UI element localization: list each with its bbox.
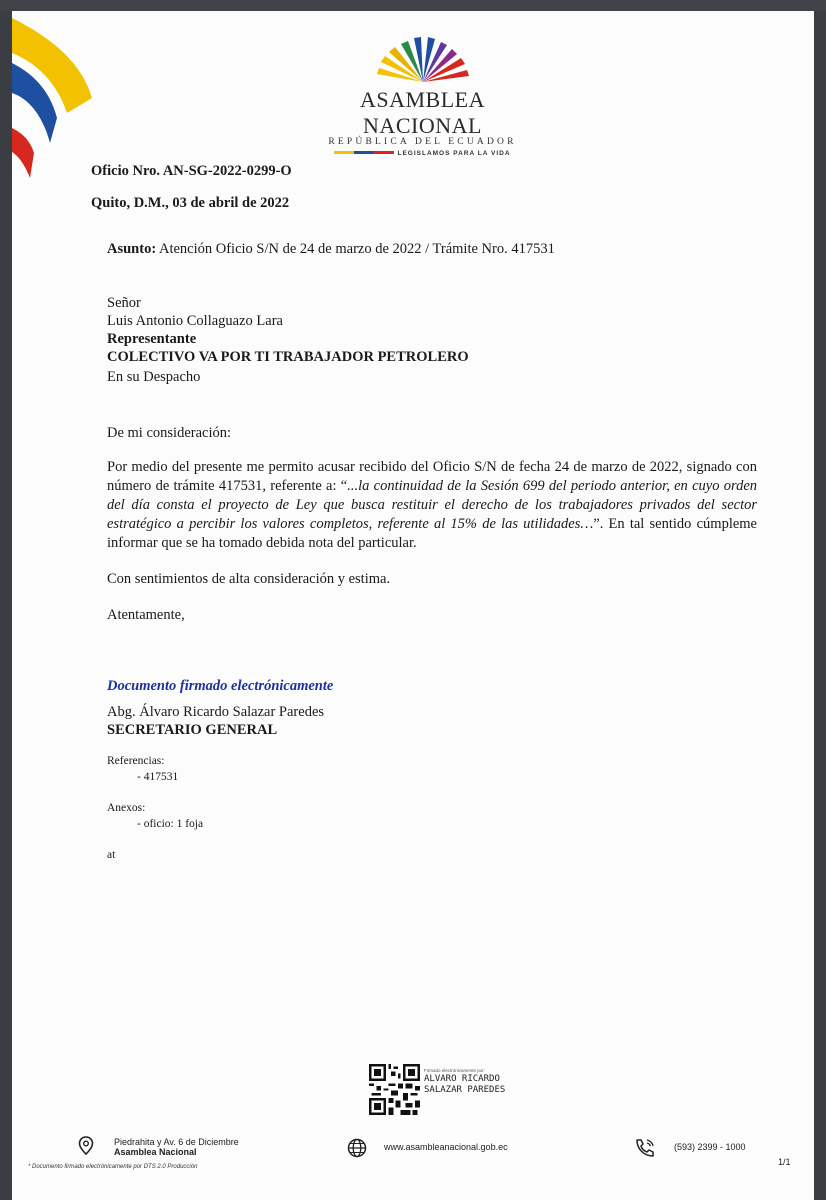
signer-stamp-line2: SALAZAR PAREDES — [424, 1085, 506, 1095]
closing-line: Con sentimientos de alta consideración y estima. — [107, 571, 391, 587]
assembly-logo — [320, 36, 525, 157]
signer-stamp — [424, 1068, 505, 1096]
viewer-left-edge — [0, 11, 12, 1200]
phone-icon — [634, 1138, 656, 1158]
flag-corner-decoration — [12, 18, 102, 188]
qr-code — [369, 1064, 420, 1115]
signer-stamp-caption: Firmado electrónicamente por: — [424, 1068, 486, 1073]
footer-address-line2: Asamblea Nacional — [114, 1147, 197, 1157]
page-number: 1/1 — [778, 1157, 791, 1167]
footer-address-line1: Piedrahita y Av. 6 de Diciembre — [114, 1137, 239, 1147]
references-value: - 417531 — [137, 771, 179, 783]
viewer-right-edge — [814, 11, 826, 1200]
subject-text: Atención Oficio S/N de 24 de marzo de 2022 / Trámite Nro. 417531 — [158, 241, 555, 257]
references-label: Referencias: — [107, 755, 165, 767]
body-paragraph — [107, 458, 757, 553]
logo-tagline: LEGISLAMOS PARA LA VIDA — [397, 150, 511, 157]
signer-stamp-line1: ALVARO RICARDO — [424, 1074, 500, 1084]
recipient-salutation: Señor — [107, 295, 141, 311]
body-close: ”. En tal sentido cúmpleme informar que se ha tomado debida nota del particular. — [107, 516, 757, 551]
footer-fine-print: * Documento firmado electrónicamente por DTS 2.0 Producción — [28, 1164, 198, 1170]
recipient-name: Luis Antonio Collaguazo Lara — [107, 313, 283, 329]
recipient-organization: COLECTIVO VA POR TI TRABAJADOR PETROLERO — [107, 349, 469, 365]
logo-subtitle: REPÚBLICA DEL ECUADOR — [328, 137, 517, 147]
signer-name: Abg. Álvaro Ricardo Salazar Paredes — [107, 704, 325, 720]
office-number: Oficio Nro. AN-SG-2022-0299-O — [91, 163, 292, 179]
footer-website[interactable]: www.asambleanacional.gob.ec — [384, 1142, 508, 1152]
body-intro: Por medio del presente me permito acusar recibido del Oficio S/N de fecha 24 de marzo de 2022, signado con número de trámite 417531, referente a: “ — [107, 459, 757, 494]
logo-title: ASAMBLEA NACIONAL — [359, 87, 485, 138]
footer-phone: (593) 2399 - 1000 — [674, 1142, 746, 1152]
annexes-label: Anexos: — [107, 802, 146, 814]
logo-tagline-row — [320, 147, 525, 157]
initials: at — [107, 849, 116, 861]
recipient-role: Representante — [107, 331, 197, 347]
body-quote: ...la continuidad de la Sesión 699 del periodo anterior, en cuyo orden del día consta el proyecto de Ley que busca restituir el derecho de los trabajadores privados del sector estratégico a percibir los valores completos, referente al 15% de las utilidades… — [107, 478, 758, 532]
subject-line — [107, 240, 555, 258]
recipient-location: En su Despacho — [107, 369, 201, 385]
farewell: Atentamente, — [107, 607, 185, 623]
viewer-top-bar — [0, 0, 826, 11]
tricolor-stripe — [334, 151, 394, 154]
annexes-value: - oficio: 1 foja — [137, 818, 204, 830]
place-date: Quito, D.M., 03 de abril de 2022 — [91, 195, 290, 211]
greeting: De mi consideración: — [107, 425, 232, 441]
electronic-signature-mark: Documento firmado electrónicamente — [107, 678, 334, 694]
footer-address — [114, 1137, 239, 1157]
globe-icon — [347, 1138, 367, 1158]
location-pin-icon — [78, 1136, 94, 1156]
sun-emblem-icon — [373, 36, 473, 84]
subject-label: Asunto: — [107, 241, 157, 257]
signer-title: SECRETARIO GENERAL — [107, 722, 278, 738]
